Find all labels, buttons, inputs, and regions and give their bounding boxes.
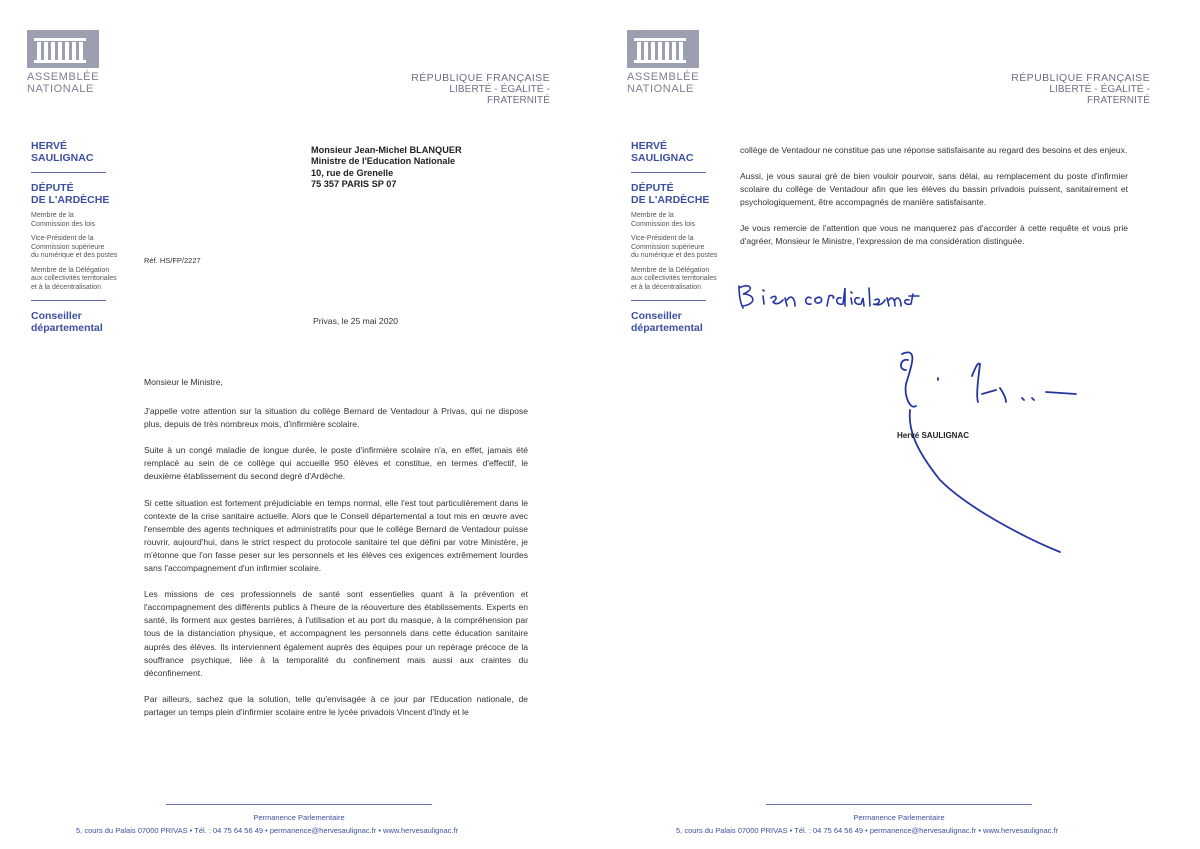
hemicycle-icon: [627, 30, 699, 68]
sidebar: [31, 140, 121, 334]
footer-divider: [766, 804, 1032, 805]
member-line2: Commission des lois: [631, 220, 696, 228]
vice-line2: Commission supérieure: [631, 243, 705, 251]
republic-title: RÉPUBLIQUE FRANÇAISE: [1011, 72, 1150, 84]
paragraph: Aussi, je vous saurai gré de bien vouloir pourvoir, sans délai, au remplacement du poste d'infirmier scolaire du collège de Ventadour afin que les élèves du bassin privadois puissent, sanitairement et psychologiquement, être accompagnés de manière satisfaisante.: [740, 171, 1128, 208]
republic-title: RÉPUBLIQUE FRANÇAISE: [411, 72, 550, 84]
sidebar-divider: [631, 300, 706, 301]
salutation: Monsieur le Ministre,: [144, 377, 223, 387]
letter-body: [144, 376, 528, 732]
deleg-line1: Membre de la Délégation: [31, 266, 110, 274]
paragraph: Les missions de ces professionnels de santé sont essentielles quant à la prévention et l'accompagnement des différents publics à l'heure de la réouverture des établissements. Experts en santé, ils forment aux gestes barrières, à l'utilisation et au port du masque, à la compréhension par tous de la distanciation physique, et accompagnent les personnels dans cette éducation sanitaire auprès des élèves. Ils interviennent également auprès des équipes pour un repérage précoce de la souffrance psychique, liée à la temporalité du confinement mais aussi aux craintes du déconfinement.: [144, 589, 528, 678]
footer-address: 5, cours du Palais 07000 PRIVAS • Tél. : 04 75 64 56 49 • permanence@hervesaulignac.fr • www.hervesaulignac.fr: [676, 826, 1059, 835]
handwritten-closing: [733, 276, 923, 316]
member-line1: Membre de la: [31, 212, 74, 219]
role-line2: DE L'ARDÈCHE: [31, 194, 110, 206]
sidebar-divider: [631, 172, 706, 173]
dept-line1: Conseiller: [31, 310, 82, 322]
footer-divider: [166, 804, 432, 805]
paragraph: collège de Ventadour ne constitue pas une réponse satisfaisante au regard des besoins et des enjeux.: [740, 145, 1128, 155]
sidebar-divider: [31, 300, 106, 301]
recipient-line4: 75 357 PARIS SP 07: [311, 179, 397, 190]
vice-line2: Commission supérieure: [31, 243, 105, 251]
deputy-name-1: HERVÉ: [31, 140, 67, 152]
deleg-line3: et à la décentralisation: [631, 283, 702, 291]
recipient-line2: Ministre de l'Education Nationale: [311, 156, 456, 167]
paragraph: Par ailleurs, sachez que la solution, telle qu'envisagée à ce jour par l'Education nationale, de partager un temps plein d'infirmier scolaire entre le lycée privadois Vincent d'Indy et le: [144, 693, 528, 717]
member-line1: Membre de la: [631, 212, 674, 219]
reference: Réf. HS/FP/2227: [144, 256, 201, 265]
deputy-name-1: HERVÉ: [631, 140, 667, 152]
recipient-line1: Monsieur Jean-Michel BLANQUER: [311, 145, 462, 155]
hemicycle-icon: [27, 30, 99, 68]
letter-page-2: [600, 0, 1200, 849]
dept-line2: départemental: [631, 322, 703, 334]
letter-body-continued: [740, 144, 1128, 262]
republic-header: [1010, 72, 1150, 106]
deleg-line1: Membre de la Délégation: [631, 266, 710, 274]
assembly-line2: NATIONALE: [27, 83, 94, 95]
deleg-line2: aux collectivités territoriales: [631, 275, 717, 282]
paragraph: Je vous remercie de l'attention que vous ne manquerez pas d'accorder à cette requête et vous prie d'agréer, Monsieur le Ministre, l'expression de ma considération distinguée.: [740, 223, 1128, 247]
vice-line3: du numérique et des postes: [31, 252, 118, 259]
recipient-line3: 10, rue de Grenelle: [311, 167, 394, 178]
republic-header: [410, 72, 550, 106]
deleg-line3: et à la décentralisation: [31, 283, 102, 291]
signatory-name: Hervé SAULIGNAC: [897, 431, 970, 440]
recipient-address: [311, 145, 462, 191]
role-line1: DÉPUTÉ: [631, 182, 674, 194]
letter-date: Privas, le 25 mai 2020: [313, 316, 399, 326]
assemblee-logo: [27, 30, 102, 95]
assembly-line1: ASSEMBLÉE: [27, 71, 100, 83]
paragraph: Si cette situation est fortement préjudiciable en temps normal, elle l'est tout particulièrement dans le contexte de la crise sanitaire actuelle. Alors que le Conseil départemental a tout mis en œuvre avec l'ensemble des agents techniques et administratifs pour que le collège Bernard de Ventadour puisse rouvrir, aujourd'hui, dans le strict respect du protocole sanitaire tel que défini par votre Ministère, je m'étonne que l'on fasse peser sur les personnels et les élèves ces exigences extrêmement lourdes sans l'accompagnement d'un infirmier scolaire.: [144, 497, 528, 574]
vice-line1: Vice-Président de la: [631, 235, 694, 242]
sidebar-divider: [31, 172, 106, 173]
republic-motto: LIBERTÉ - ÉGALITÉ - FRATERNITÉ: [449, 84, 550, 106]
paragraph: J'appelle votre attention sur la situation du collège Bernard de Ventadour à Privas, qui ne dispose plus, depuis de très nombreux mois, d'infirmière scolaire.: [144, 406, 528, 430]
republic-motto: LIBERTÉ - ÉGALITÉ - FRATERNITÉ: [1049, 84, 1150, 106]
deleg-line2: aux collectivités territoriales: [31, 275, 117, 282]
vice-line3: du numérique et des postes: [631, 252, 718, 259]
deputy-name-2: SAULIGNAC: [31, 152, 94, 164]
footer-address: 5, cours du Palais 07000 PRIVAS • Tél. : 04 75 64 56 49 • permanence@hervesaulignac.fr • www.hervesaulignac.fr: [76, 826, 459, 835]
assemblee-logo: [627, 30, 702, 95]
deputy-name-2: SAULIGNAC: [631, 152, 694, 164]
signature: [880, 340, 1080, 560]
paragraph: Suite à un congé maladie de longue durée, le poste d'infirmière scolaire n'a, en effet, jamais été remplacé au sein de ce collège qui accueille 950 élèves et constitue, en termes d'effectif, le deuxième établissement du second degré d'Ardèche.: [144, 445, 528, 482]
vice-line1: Vice-Président de la: [31, 235, 94, 242]
role-line1: DÉPUTÉ: [31, 182, 74, 194]
dept-line2: départemental: [31, 322, 103, 334]
member-line2: Commission des lois: [31, 220, 96, 228]
dept-line1: Conseiller: [631, 310, 682, 322]
footer-title: Permanence Parlementaire: [853, 813, 945, 822]
sidebar: [631, 140, 721, 334]
footer-title: Permanence Parlementaire: [253, 813, 345, 822]
assembly-line2: NATIONALE: [627, 83, 694, 95]
assembly-line1: ASSEMBLÉE: [627, 71, 700, 83]
role-line2: DE L'ARDÈCHE: [631, 194, 710, 206]
